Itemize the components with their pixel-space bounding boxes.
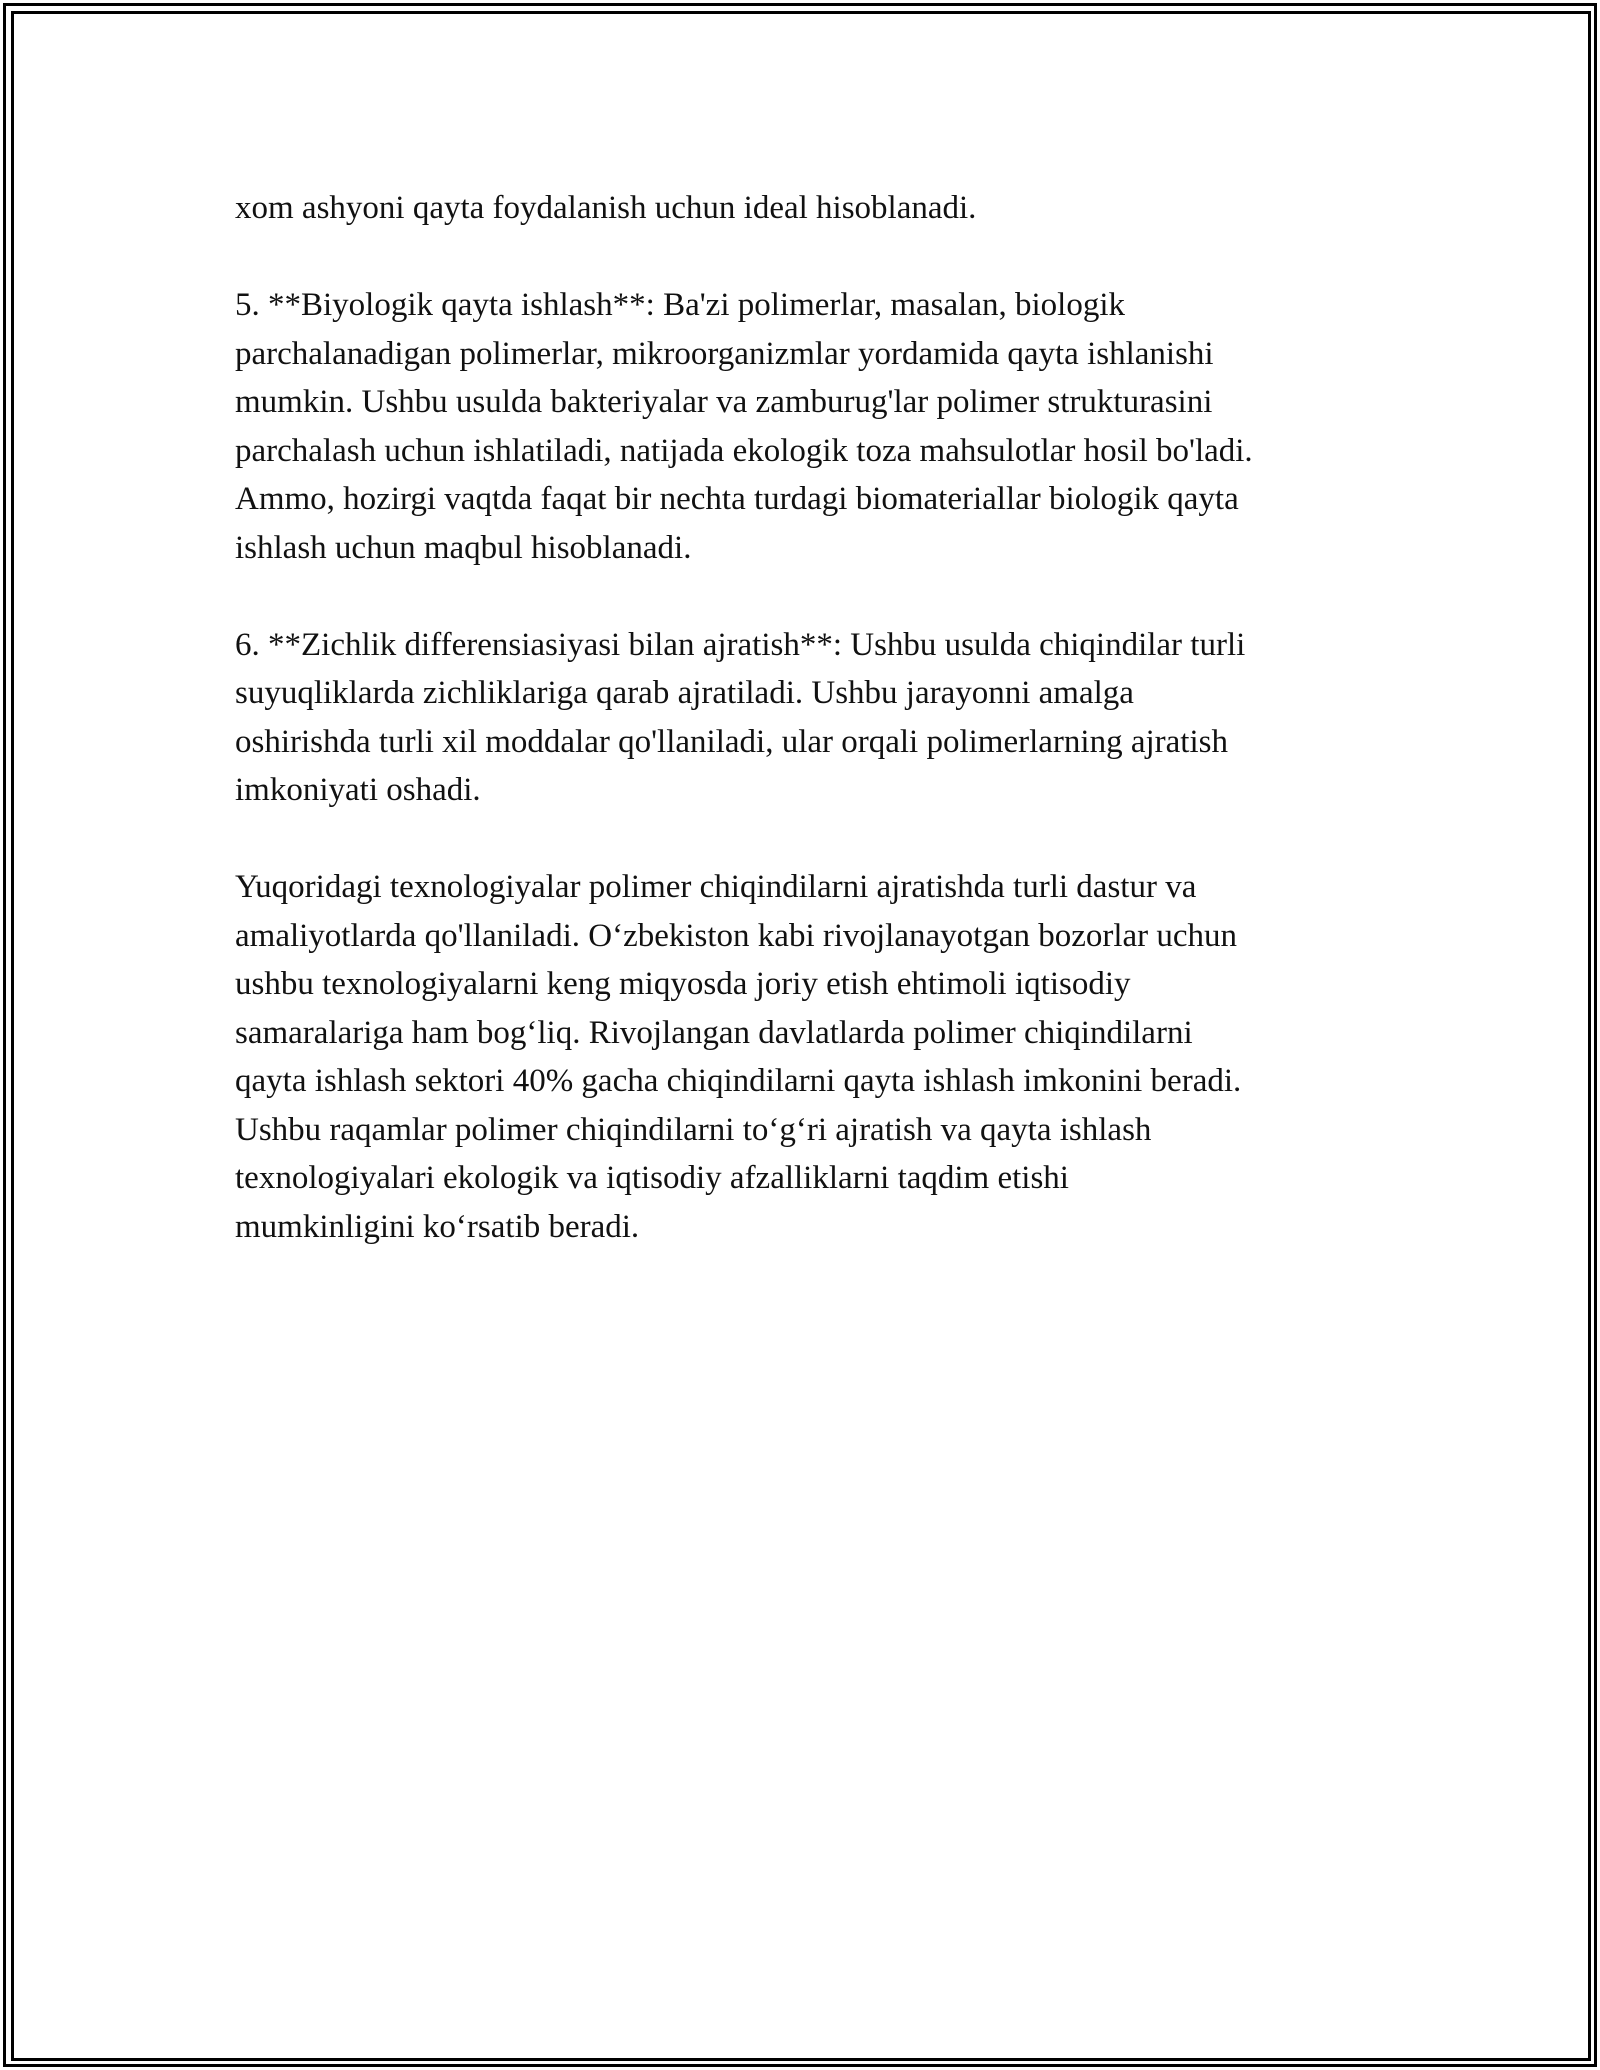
paragraph-continuation: xom ashyoni qayta foydalanish uchun ideal hisoblanadi.: [235, 190, 977, 226]
paragraph-biological-recycling: 5. **Biyologik qayta ishlash**: Ba'zi polimerlar, masalan, biologik parchalanadigan polimerlar, mikroorganizmlar yordamida qayta ishlanishi mumkin. Ushbu usulda bakteriyalar va zamburug'lar polimer strukturasini parchalash uchun ishlatiladi, natijada ekologik toza mahsulotlar hosil bo'ladi. Ammo, hozirgi vaqtda faqat bir nechta turdagi biomateriallar biologik qayta ishlash uchun maqbul hisoblanadi.: [235, 287, 1253, 566]
paragraph-conclusion: Yuqoridagi texnologiyalar polimer chiqindilarni ajratishda turli dastur va amaliyotlarda qo'llaniladi. O‘zbekiston kabi rivojlanayotgan bozorlar uchun ushbu texnologiyalarni keng miqyosda joriy etish ehtimoli iqtisodiy samaralariga ham bog‘liq. Rivojlangan davlatlarda polimer chiqindilarni qayta ishlash sektori 40% gacha chiqindilarni qayta ishlash imkonini beradi. Ushbu raqamlar polimer chiqindilarni to‘g‘ri ajratish va qayta ishlash texnologiyalari ekologik va iqtisodiy afzalliklarni taqdim etishi mumkinligini ko‘rsatib beradi.: [235, 869, 1242, 1245]
paragraph-density-separation: 6. **Zichlik differensiasiyasi bilan ajratish**: Ushbu usulda chiqindilar turli suyuqliklarda zichliklariga qarab ajratiladi. Ushbu jarayonni amalga oshirishda turli xil moddalar qo'llaniladi, ular orqali polimerlarning ajratish imkoniyati oshadi.: [235, 626, 1246, 808]
document-body: [235, 184, 1385, 1300]
